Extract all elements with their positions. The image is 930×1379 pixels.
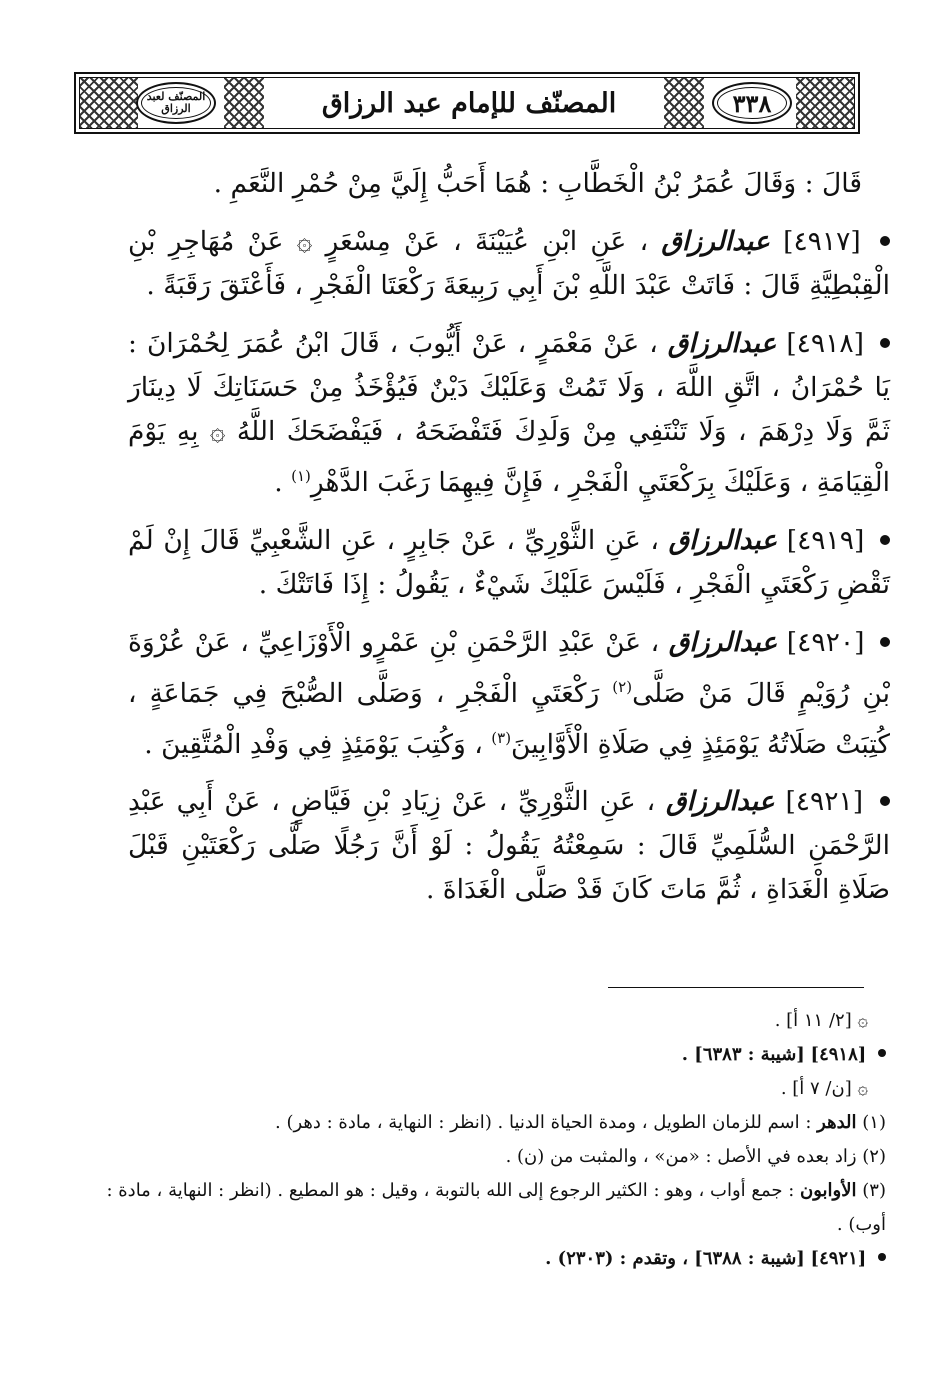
logo-medallion	[136, 82, 216, 124]
footnote-marker: (٢)	[612, 677, 633, 696]
entry-text: ، عَنْ مَعْمَرٍ ، عَنْ أَيُّوبَ ، قَالَ ابْنُ عُمَرَ لِحُمْرَانَ : يَا حُمْرَانُ ، اتَّقِ اللَّهَ ، وَلَا تَمُتْ وَعَلَيْكَ دَيْنٌ فَيُؤْخَذُ مِنْ حَسَنَاتِكَ لَا دِينَارَ ثَمَّ وَلَا دِرْهَمَ ، وَلَا تَنْتَفِي مِنْ وَلَدِكَ فَتَفْضَحَهُ ، فَيَفْضَحَكَ اللَّهُ ۞ بِهِ يَوْمَ الْقِيَامَةِ ، وَعَلَيْكَ بِرَكْعَتَيِ الْفَجْرِ ، فَإِنَّ فِيهِمَا رَغَبَ الدَّهْرِ	[128, 328, 890, 498]
footnote-manuscript-ref-2	[106, 1072, 886, 1106]
footnote-term: الأوابون	[800, 1180, 857, 1201]
entry-text: ، عَنِ ابْنِ عُيَيْنَةَ ، عَنْ مِسْعَرٍ ۞ عَنْ مُهَاجِرِ بْنِ الْقِبْطِيَّةِ قَالَ : فَاتَتْ عَبْدَ اللَّهِ بْنَ أَبِي رَبِيعَةَ رَكْعَتَا الْفَجْرِ ، فَأَعْتَقَ رَقَبَةً .	[128, 226, 890, 301]
footnote-manuscript-ref	[106, 1004, 886, 1038]
bullet-icon	[878, 1049, 886, 1057]
header-ornament-left-inner	[224, 78, 264, 128]
footnote-text: : جمع أواب ، وهو : الكثير الرجوع إلى الله بالتوبة ، وقيل : هو المطيع . (انظر : النهاية ، مادة : أوب) .	[106, 1180, 886, 1235]
main-text	[128, 162, 890, 926]
bullet-icon	[880, 796, 890, 806]
footnotes	[106, 1004, 886, 1276]
footnote-cross-ref-4918	[106, 1038, 886, 1072]
footnote-3	[106, 1174, 886, 1242]
running-title: المصنّف للإمام عبد الرزاق	[321, 87, 617, 119]
footnote-text: [شيبة : ٦٣٨٨] ، وتقدم : (٢٣٠٣) .	[545, 1248, 805, 1269]
entry-number: [٤٩١٨]	[786, 328, 864, 359]
hadith-entry-4918	[128, 322, 890, 505]
header-ornament-left	[80, 78, 138, 128]
entry-number: [٤٩٢٠]	[786, 626, 865, 658]
bullet-icon	[880, 637, 890, 647]
paragraph-continuation	[128, 162, 890, 206]
entry-number: [٤٩١٧]	[783, 226, 861, 257]
footnote-number: (٣)	[862, 1180, 886, 1201]
hadith-entry-4919	[128, 519, 890, 607]
footnote-separator	[608, 987, 864, 988]
footnote-text: ۞ [٢/ ١١ أ] .	[774, 1010, 868, 1031]
narrator-name: عبدالرزاق	[668, 626, 778, 658]
page-number-medallion	[712, 82, 792, 124]
footnote-2	[106, 1140, 886, 1174]
bullet-icon	[880, 535, 890, 545]
entry-number: [٤٩٢١]	[785, 786, 864, 818]
footnote-term: الدهر	[817, 1112, 857, 1133]
footnote-entry-number: [٤٩١٨]	[810, 1044, 867, 1065]
page-header	[74, 72, 860, 134]
entry-text: ، عَنِ الثَّوْرِيِّ ، عَنْ جَابِرٍ ، عَنِ الشَّعْبِيِّ قَالَ إِنْ لَمْ تَقْضِ رَكْعَتَيِ الْفَجْرِ ، فَلَيْسَ عَلَيْكَ شَيْءٌ ، يَقُولُ : إِذَا فَاتَتْكَ .	[128, 524, 890, 600]
page-number: ٣٣٨	[732, 88, 772, 118]
entry-text: ، عَنْ عَبْدِ الرَّحْمَنِ بْنِ عَمْرٍو الْأَوْزَاعِيِّ ، عَنْ عُرْوَةَ بْنِ رُوَيْمٍ قَالَ مَنْ صَلَّى	[128, 626, 890, 709]
hadith-entry-4917	[128, 220, 890, 308]
footnote-marker: (١)	[291, 467, 311, 485]
header-ornament-right	[796, 78, 854, 128]
bullet-icon	[880, 236, 890, 246]
header-ornament-right-inner	[664, 78, 704, 128]
entry-text: ، وَكُتِبَ يَوْمَئِذٍ فِي وَفْدِ الْمُتَّقِينَ .	[144, 728, 483, 760]
entry-text: رَكْعَتَيِ الْفَجْرِ ، وَصَلَّى الصُّبْحَ فِي جَمَاعَةٍ ، كُتِبَتْ صَلَاتُهُ يَوْمَئِذٍ فِي صَلَاةِ الْأَوَّابِينَ	[128, 677, 890, 760]
hadith-entry-4921	[128, 780, 890, 912]
bullet-icon	[880, 338, 890, 348]
footnote-cross-ref-4921	[106, 1242, 886, 1276]
footnote-number: (١)	[862, 1112, 886, 1133]
entry-end: .	[274, 466, 283, 498]
footnote-entry-number: [٤٩٢١]	[810, 1248, 867, 1269]
footnote-1	[106, 1106, 886, 1140]
entry-number: [٤٩١٩]	[786, 524, 865, 556]
narrator-name: عبدالرزاق	[666, 786, 775, 818]
paragraph-text: قَالَ : وَقَالَ عُمَرُ بْنُ الْخَطَّابِ : هُمَا أَحَبُّ إِلَيَّ مِنْ حُمْرِ النَّعَمِ .	[213, 168, 862, 199]
entry-text: ، عَنِ الثَّوْرِيِّ ، عَنْ زِيَادِ بْنِ فَيَّاضٍ ، عَنْ أَبِي عَبْدِ الرَّحْمَنِ السُّلَمِيِّ قَالَ : سَمِعْتُهُ يَقُولُ : لَوْ أَنَّ رَجُلًا صَلَّى رَكْعَتَيْنِ قَبْلَ صَلَاةِ الْغَدَاةِ ، ثُمَّ مَاتَ كَانَ قَدْ صَلَّى الْغَدَاةَ .	[128, 786, 890, 906]
narrator-name: عبدالرزاق	[667, 328, 777, 359]
footnote-marker: (٣)	[491, 728, 512, 747]
bullet-icon	[878, 1253, 886, 1261]
logo-text: المصنّف لعبد الرزاق	[146, 90, 206, 115]
hadith-entry-4920	[128, 621, 890, 767]
footnote-text: (٢) زاد بعده في الأصل : «من» ، والمثبت من (ن) .	[505, 1146, 886, 1167]
narrator-name: عبدالرزاق	[661, 226, 770, 257]
footnote-text: [شيبة : ٦٣٨٣] .	[681, 1044, 805, 1065]
footnote-text: ۞ [ن/ ٧ أ] .	[780, 1078, 868, 1099]
narrator-name: عبدالرزاق	[668, 524, 778, 556]
footnote-text: : اسم للزمان الطويل ، ومدة الحياة الدنيا . (انظر : النهاية ، مادة : دهر) .	[275, 1112, 812, 1133]
